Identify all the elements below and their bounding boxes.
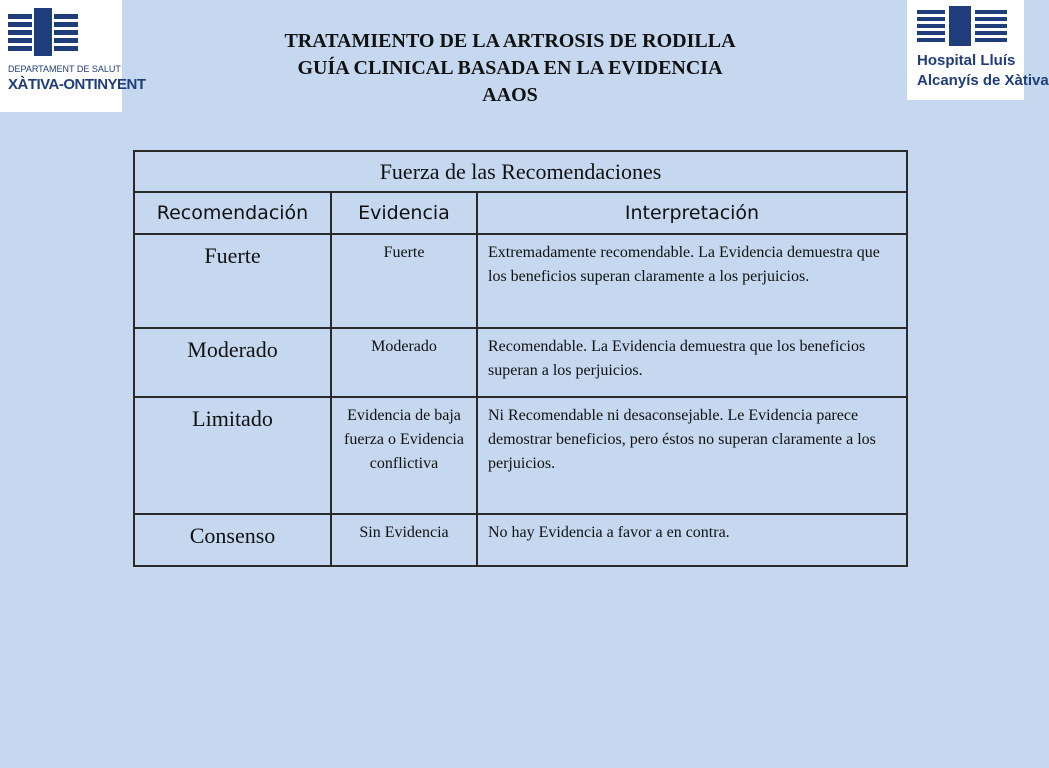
slide-title [240, 28, 780, 109]
table-header-row [134, 192, 907, 234]
logo-right-line2: Alcanyís de Xàtiva [917, 72, 1049, 89]
table-row [134, 397, 907, 514]
logo-right-line1: Hospital Lluís [917, 52, 1016, 69]
cell-evidencia: Evidencia de baja fuerza o Evidencia conflictiva [331, 397, 477, 514]
table-row [134, 234, 907, 328]
cell-interpretacion: Extremadamente recomendable. La Evidencia demuestra que los beneficios superan claramente a los perjuicios. [477, 234, 907, 328]
cell-evidencia: Fuerte [331, 234, 477, 328]
recommendations-table [133, 150, 908, 567]
cell-evidencia: Sin Evidencia [331, 514, 477, 566]
title-line-2: GUÍA CLINICAL BASADA EN LA EVIDENCIA [297, 57, 723, 79]
cell-interpretacion: Ni Recomendable ni desaconsejable. Le Evidencia parece demostrar beneficios, pero éstos no superan claramente a los perjuicios. [477, 397, 907, 514]
logo-hospital-lluis-alcanyis [907, 0, 1049, 100]
cell-evidencia: Moderado [331, 328, 477, 397]
header-evidencia: Evidencia [331, 192, 477, 234]
table-row [134, 514, 907, 566]
cell-recomendacion: Limitado [134, 397, 331, 514]
cell-interpretacion: No hay Evidencia a favor a en contra. [477, 514, 907, 566]
building-logo-icon [8, 8, 80, 62]
logo-left-subtitle: DEPARTAMENT DE SALUT [8, 64, 121, 74]
title-line-1: TRATAMIENTO DE LA ARTROSIS DE RODILLA [284, 30, 736, 52]
cell-recomendacion: Moderado [134, 328, 331, 397]
cell-interpretacion: Recomendable. La Evidencia demuestra que los beneficios superan a los perjuicios. [477, 328, 907, 397]
header-recomendacion: Recomendación [134, 192, 331, 234]
logo-left-title: XÀTIVA-ONTINYENT [8, 76, 146, 93]
cell-recomendacion: Fuerte [134, 234, 331, 328]
table-row [134, 328, 907, 397]
header-interpretacion: Interpretación [477, 192, 907, 234]
table-caption-row [134, 151, 907, 192]
logo-xativa-ontinyent [0, 0, 146, 112]
cell-recomendacion: Consenso [134, 514, 331, 566]
building-logo-icon [917, 6, 1009, 48]
title-line-3: AAOS [482, 84, 538, 106]
table-caption: Fuerza de las Recomendaciones [134, 151, 907, 192]
